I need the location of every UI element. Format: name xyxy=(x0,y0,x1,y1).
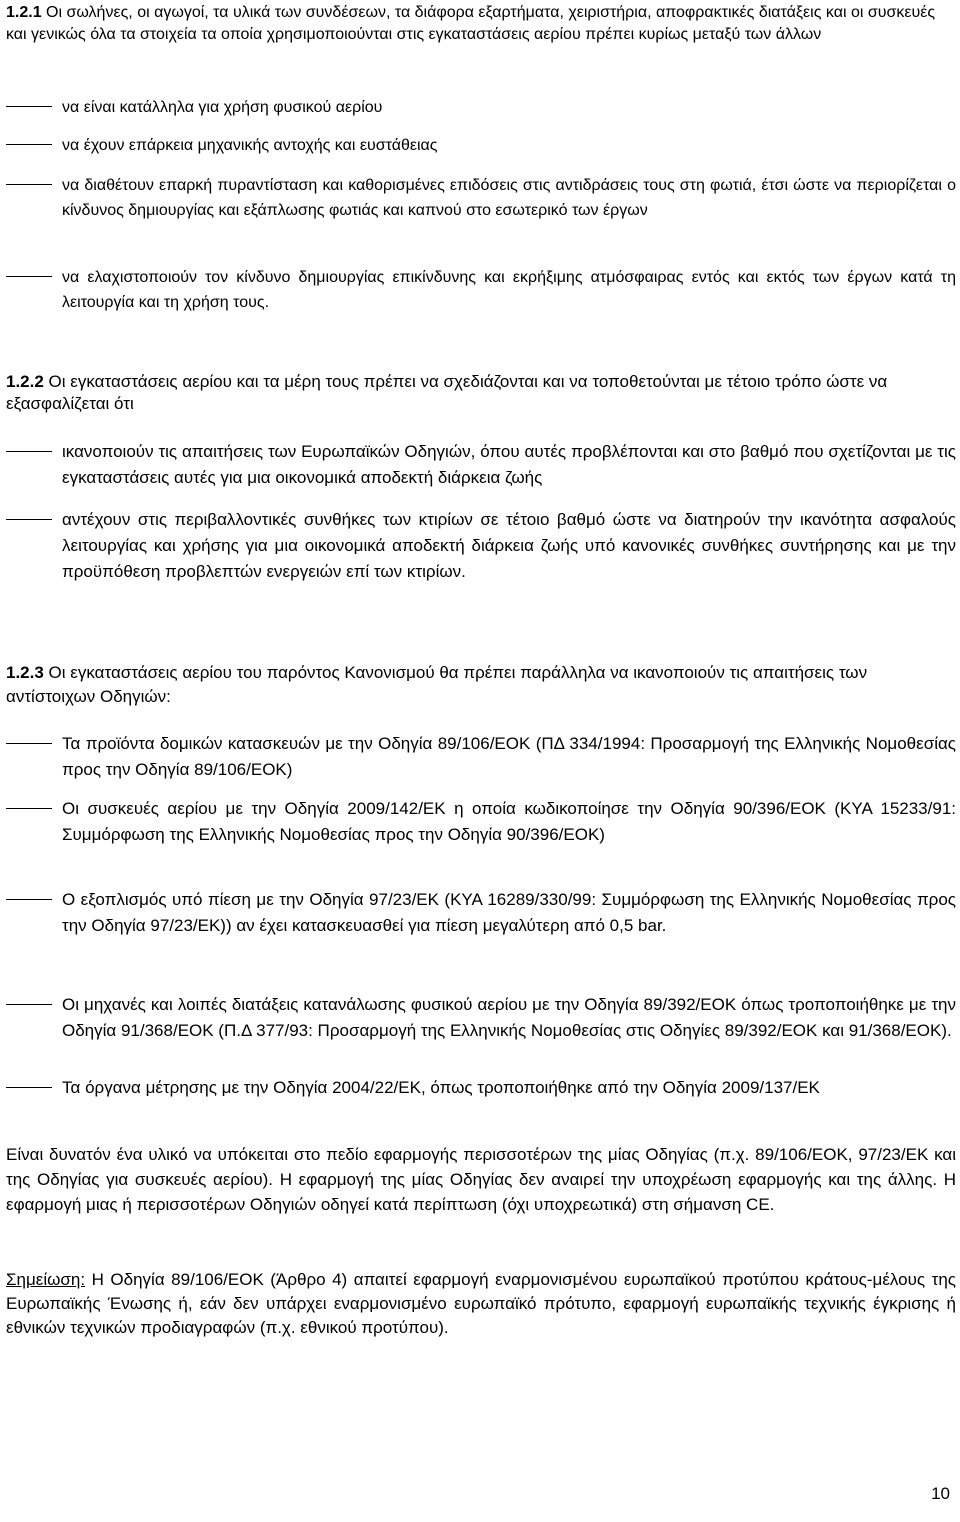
page-number: 10 xyxy=(931,1484,950,1503)
bullet-text: να έχουν επάρκεια μηχανικής αντοχής και ευστάθειας xyxy=(62,137,438,154)
dash-bullet xyxy=(6,519,52,520)
dash-bullet xyxy=(6,106,52,107)
bullet-text: Οι συσκευές αερίου με την Οδηγία 2009/142/ΕΚ η οποία κωδικοποίησε την Οδηγία 90/396/ΕΟΚ (ΚΥΑ 15233/91: Συμμόρφωση της Ελληνικής Νομοθεσίας προς την Οδηγία 90/396/ΕΟΚ) xyxy=(62,799,956,844)
dash-bullet xyxy=(6,1087,52,1088)
section-intro-text: Οι σωλήνες, οι αγωγοί, τα υλικά των συνδέσεων, τα διάφορα εξαρτήματα, χειριστήρια, αποφρακτικές διατάξεις και οι συσκευές και γενικώς όλα τα στοιχεία τα οποία χρησιμοποιούνται στις εγκαταστάσεις αερίου πρέπει κυρίως μεταξύ των άλλων xyxy=(6,4,936,43)
dash-bullet xyxy=(6,276,52,277)
dash-bullet xyxy=(6,144,52,145)
note-text: Η Οδηγία 89/106/ΕΟΚ (Άρθρο 4) απαιτεί εφαρμογή εναρμονισμένου ευρωπαϊκού προτύπου κράτους-μέλους της Ευρωπαϊκής Ένωσης ή, εάν δεν υπάρχει εναρμονισμένο ευρωπαϊκό πρότυπο, εφαρμογή ευρωπαϊκής τεχνικής έγκρισης ή εθνικών τεχνικών προδιαγραφών (π.χ. εθνικού προτύπου). xyxy=(6,1270,956,1337)
dash-bullet xyxy=(6,184,52,185)
bullet-text: να διαθέτουν επαρκή πυραντίσταση και καθορισμένες επιδόσεις στις αντιδράσεις τους στη φωτιά, έτσι ώστε να περιορίζεται ο κίνδυνος δημιουργίας και εξάπλωσης φωτιάς και καπνού στο εσωτερικό των έργων xyxy=(62,177,956,219)
note-paragraph xyxy=(6,1268,956,1340)
section-number: 1.2.1 xyxy=(6,4,42,21)
bullet-text: ικανοποιούν τις απαιτήσεις των Ευρωπαϊκών Οδηγιών, όπου αυτές προβλέπονται και στο βαθμό που σχετίζονται με τις εγκαταστάσεις αυτές για μια οικονομικά αποδεκτή διάρκεια ζωής xyxy=(62,442,956,487)
bullet-text: Ο εξοπλισμός υπό πίεση με την Οδηγία 97/23/ΕΚ (ΚΥΑ 16289/330/99: Συμμόρφωση της Ελληνικής Νομοθεσίας προς την Οδηγία 97/23/ΕΚ)) αν έχει κατασκευασθεί για πίεση μεγαλύτερη από 0,5 bar. xyxy=(62,890,956,935)
dash-bullet xyxy=(6,808,52,809)
bullet-text: Τα όργανα μέτρησης με την Οδηγία 2004/22/ΕΚ, όπως τροποποιήθηκε από την Οδηγία 2009/137/ΕΚ xyxy=(62,1078,820,1097)
section-1-2-2-intro xyxy=(6,371,956,415)
bullet-text: Τα προϊόντα δομικών κατασκευών με την Οδηγία 89/106/ΕΟΚ (ΠΔ 334/1994: Προσαρμογή της Ελληνικής Νομοθεσίας προς την Οδηγία 89/106/ΕΟΚ) xyxy=(62,734,956,779)
bullet-text: αντέχουν στις περιβαλλοντικές συνθήκες των κτιρίων σε τέτοιο βαθμό ώστε να διατηρούν την ικανότητα ασφαλούς λειτουργίας και χρήσης για μια οικονομικά αποδεκτή διάρκεια ζωής υπό κανονικές συνθήκες συντήρησης και με την προϋπόθεση προβλεπτών ενεργειών επί των κτιρίων. xyxy=(62,510,956,581)
directives-paragraph: Είναι δυνατόν ένα υλικό να υπόκειται στο πεδίο εφαρμογής περισσοτέρων της μίας Οδηγίας (π.χ. 89/106/ΕΟΚ, 97/23/ΕΚ και της Οδηγίας για συσκευές αερίου). Η εφαρμογή της μίας Οδηγίας δεν αναιρεί την υποχρέωση εφαρμογής και της άλλης. Η εφαρμογή μιας ή περισσοτέρων Οδηγιών οδηγεί κατά περίπτωση (όχι υποχρεωτικά) στη σήμανση CE. xyxy=(6,1145,956,1214)
section-1-2-3-intro xyxy=(6,661,956,709)
dash-bullet xyxy=(6,743,52,744)
dash-bullet xyxy=(6,451,52,452)
section-number: 1.2.2 xyxy=(6,372,44,391)
section-intro-text: Οι εγκαταστάσεις αερίου και τα μέρη τους πρέπει να σχεδιάζονται και να τοποθετούνται με τέτοιο τρόπο ώστε να εξασφαλίζεται ότι xyxy=(6,372,888,413)
section-1-2-1-intro xyxy=(6,2,956,46)
dash-bullet xyxy=(6,899,52,900)
section-number: 1.2.3 xyxy=(6,663,44,682)
bullet-text: Οι μηχανές και λοιπές διατάξεις κατανάλωσης φυσικού αερίου με την Οδηγία 89/392/ΕΟΚ όπως τροποποιήθηκε με την Οδηγία 91/368/ΕΟΚ (Π.Δ 377/93: Προσαρμογή της Ελληνικής Νομοθεσίας στις Οδηγίες 89/392/ΕΟΚ και 91/368/ΕΟΚ). xyxy=(62,995,956,1040)
dash-bullet xyxy=(6,1004,52,1005)
section-intro-text: Οι εγκαταστάσεις αερίου του παρόντος Κανονισμού θα πρέπει παράλληλα να ικανοποιούν τις απαιτήσεις των αντίστοιχων Οδηγιών: xyxy=(6,663,868,706)
note-label: Σημείωση: xyxy=(6,1270,86,1289)
bullet-text: να ελαχιστοποιούν τον κίνδυνο δημιουργίας επικίνδυνης και εκρήξιμης ατμόσφαιρας εντός και εκτός των έργων κατά τη λειτουργία και τη χρήση τους. xyxy=(62,269,956,311)
bullet-text: να είναι κατάλληλα για χρήση φυσικού αερίου xyxy=(62,99,383,116)
